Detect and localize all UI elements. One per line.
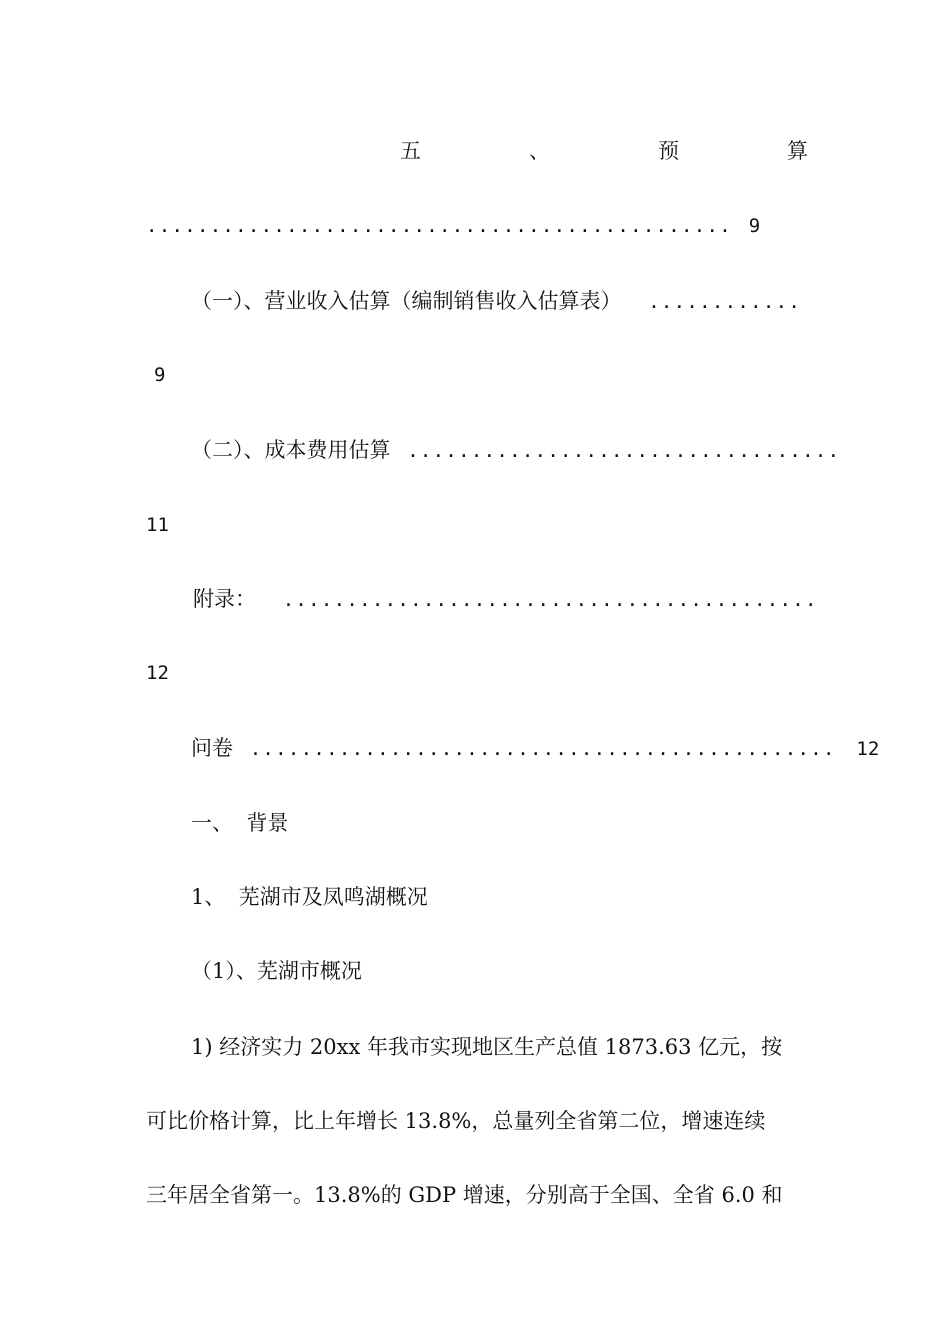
toc-item-appendix-label: 附录： <box>193 587 256 611</box>
paragraph-economy-line-2: 可比价格计算，比上年增长 13.8%，总量列全省第二位，增速连续 <box>146 1109 766 1133</box>
toc-item-questionnaire-label: 问卷 <box>191 736 233 760</box>
toc-item-appendix-dots: .......................................... <box>282 589 818 611</box>
heading-wuhu-city-overview: （1）、芜湖市概况 <box>191 959 362 983</box>
paragraph-economy-line-3: 三年居全省第一。13.8%的 GDP 增速，分别高于全国、全省 6.0 和 <box>146 1183 783 1207</box>
heading-background: 一、 背景 <box>191 811 289 835</box>
toc-section5-char-2: 、 <box>529 139 550 163</box>
toc-section5-char-3: 预 <box>658 139 679 163</box>
heading-wuhu-overview: 1、 芜湖市及凤鸣湖概况 <box>191 885 428 909</box>
toc-item-questionnaire-dots: .............................................. <box>249 738 836 760</box>
toc-section5-char-4: 算 <box>787 139 808 163</box>
toc-item-appendix-page: 12 <box>146 662 169 684</box>
toc-item-revenue-estimate-dots: ............ <box>648 291 802 313</box>
toc-item-cost-estimate <box>191 435 840 466</box>
toc-item-questionnaire-page: 12 <box>856 738 880 760</box>
toc-section5-char-1: 五 <box>400 139 421 163</box>
toc-item-appendix <box>193 584 818 615</box>
toc-item-revenue-estimate-page: 9 <box>154 364 166 386</box>
toc-section5-page: 9 <box>748 215 761 237</box>
toc-section5-dots: .............................................. <box>146 215 732 237</box>
toc-section5-leader <box>146 210 760 241</box>
toc-item-revenue-estimate-label: （一）、营业收入估算（编制销售收入估算表） <box>191 289 622 313</box>
toc-item-revenue-estimate <box>191 286 801 317</box>
toc-item-cost-estimate-page: 11 <box>146 514 169 536</box>
toc-item-cost-estimate-label: （二）、成本费用估算 <box>191 438 391 462</box>
toc-item-questionnaire <box>191 733 879 764</box>
toc-item-cost-estimate-dots: .................................. <box>407 440 841 462</box>
toc-section5-title <box>400 136 808 166</box>
paragraph-economy-line-1: 1) 经济实力 20xx 年我市实现地区生产总值 1873.63 亿元，按 <box>191 1035 783 1059</box>
